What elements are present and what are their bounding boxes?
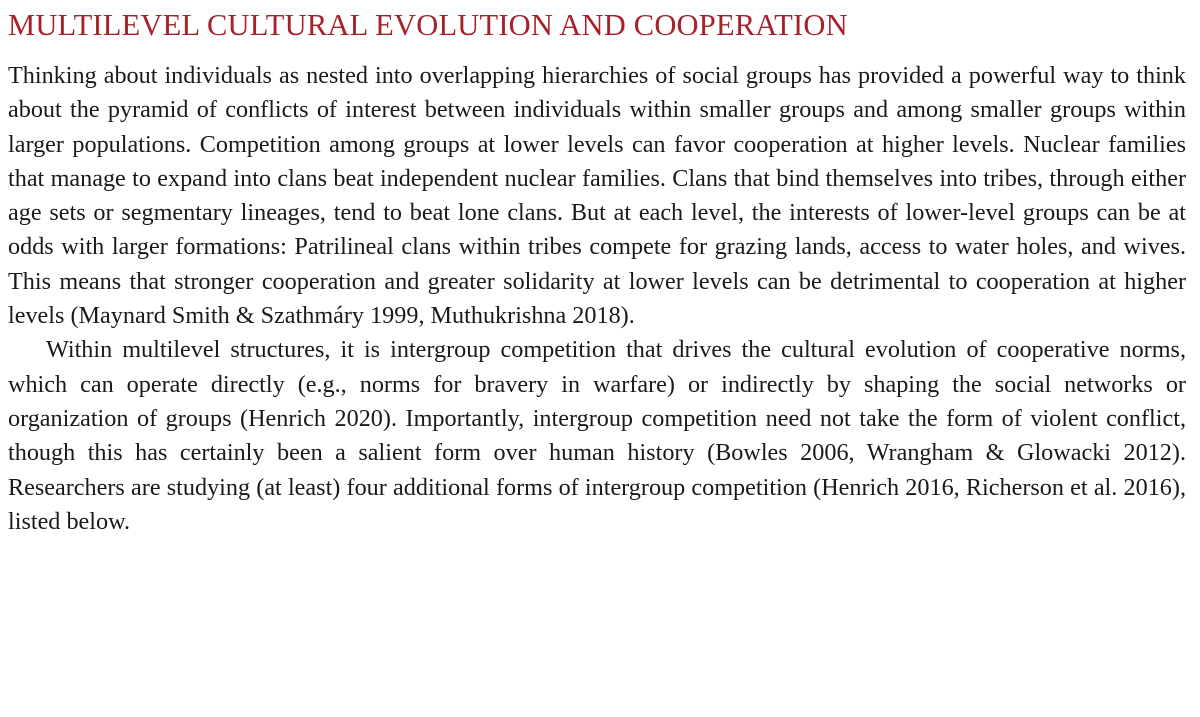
body-paragraph-1: Thinking about individuals as nested into overlapping hierarchies of social groups has provided a powerful way to think about the pyramid of conflicts of interest between individuals within smaller groups and among smaller groups within larger populations. Competition among groups at lower levels can favor cooperation at higher levels. Nuclear families that manage to expand into clans beat independent nuclear families. Clans that bind themselves into tribes, through either age sets or segmentary lineages, tend to beat lone clans. But at each level, the interests of lower-level groups can be at odds with larger formations: Patrilineal clans within tribes compete for grazing lands, access to water holes, and wives. This means that stronger cooperation and greater solidarity at lower levels can be detrimental to cooperation at higher levels (Maynard Smith & Szathmáry 1999, Muthukrishna 2018).	[8, 62, 1186, 330]
section-title: MULTILEVEL CULTURAL EVOLUTION AND COOPERATION	[8, 8, 848, 42]
body-paragraph-2: Within multilevel structures, it is intergroup competition that drives the cultural evolution of cooperative norms, which can operate directly (e.g., norms for bravery in warfare) or indirectly by shaping the social networks or organization of groups (Henrich 2020). Importantly, intergroup competition need not take the form of violent conflict, though this has certainly been a salient form over human history (Bowles 2006, Wrangham & Glowacki 2012). Researchers are studying (at least) four additional forms of intergroup competition (Henrich 2016, Richerson et al. 2016), listed below.	[8, 336, 1186, 535]
